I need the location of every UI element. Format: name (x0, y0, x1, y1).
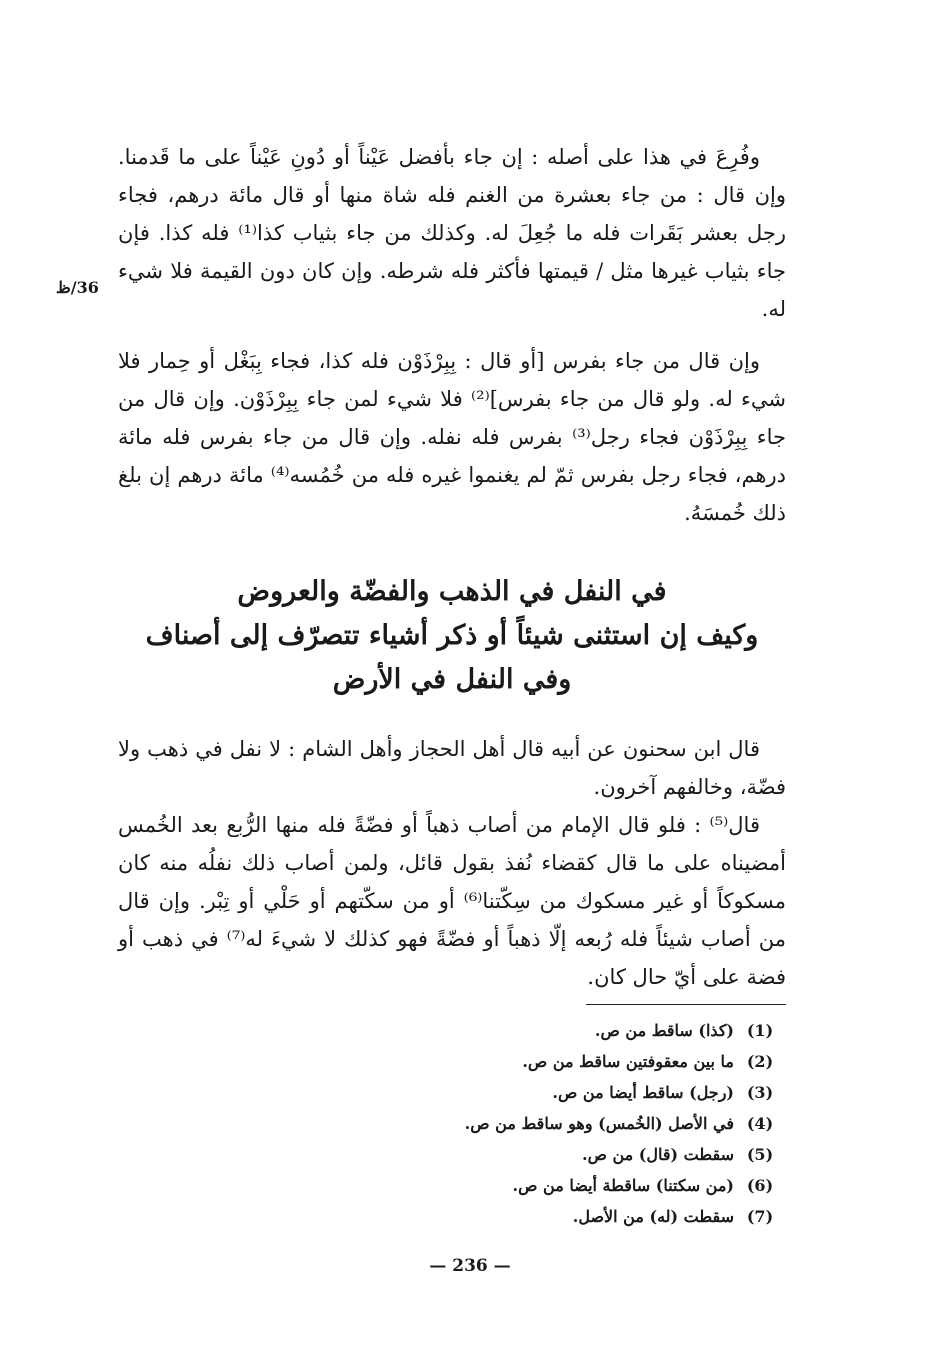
footnote (118, 1201, 786, 1232)
paragraph-3: قال ابن سحنون عن أبيه قال أهل الحجاز وأهل الشام : لا نفل في ذهب ولا فضّة، وخالفهم آخرون. (118, 737, 786, 799)
paragraph-4: قال⁽⁵⁾ : فلو قال الإمام من أصاب ذهباً أو فضّةً فله منها الرُّبع بعد الخُمس أمضيناه على ما قال كقضاء نُفذ بقول قائل، ولمن أصاب ذلك نفلُه منه كان مسكوكاً أو غير مسكوك من سِكّتنا⁽⁶⁾ أو من سكّتهم أو حَلْي أو تِبْر. وإن قال من أصاب شيئاً فله رُبعه إلّا ذهباً أو فضّةً فهو كذلك لا شيءَ له⁽⁷⁾ في ذهب أو فضة على أيّ حال كان. (118, 813, 787, 989)
footnote-number: (1) (746, 1021, 774, 1040)
footnote-text: سقطت (قال) من ص. (582, 1145, 734, 1164)
footnote-text: ما بين معقوفتين ساقط من ص. (522, 1052, 734, 1071)
heading-line-1: في النفل في الذهب والفضّة والعروض (237, 576, 667, 607)
footnote (118, 1108, 786, 1139)
section-heading (118, 570, 786, 702)
page-body (118, 138, 786, 1232)
footnote-divider (586, 1004, 786, 1005)
heading-line-3: وفي النفل في الأرض (332, 664, 572, 695)
footnote-text: (رجل) ساقط أيضا من ص. (552, 1083, 734, 1102)
footnotes (118, 1015, 786, 1232)
heading-line-2: وكيف إن استثنى شيئاً أو ذكر أشياء تتصرّف إلى أصناف (145, 620, 759, 651)
footnote-number: (5) (746, 1145, 774, 1164)
footnote-text: في الأصل (الخُمس) وهو ساقط من ص. (464, 1114, 734, 1133)
paragraph-2: وإن قال من جاء بفرس [أو قال : بِبِرْذَوْن فله كذا، فجاء بِبَغْل أو حِمار فلا شيء له. ولو قال من جاء بفرس]⁽²⁾ فلا شيء لمن جاء بِبِرْذَوْن. وإن قال من جاء بِبِرْذَوْن فجاء رجل⁽³⁾ بفرس فله نفله. وإن قال من جاء بفرس فله مائة درهم، فجاء رجل بفرس ثمّ لم يغنموا غيره فله من خُمُسه⁽⁴⁾ مائة درهم إن بلغ ذلك خُمسَهُ. (118, 349, 786, 525)
footnote (118, 1046, 786, 1077)
footnote-text: (من سكتنا) ساقطة أيضا من ص. (512, 1176, 734, 1195)
footnote-number: (6) (746, 1176, 774, 1195)
footnote-text: سقطت (له) من الأصل. (572, 1207, 734, 1226)
footnote (118, 1170, 786, 1201)
footnote-number: (7) (746, 1207, 774, 1226)
footnote-text: (كذا) ساقط من ص. (594, 1021, 734, 1040)
footnote-number: (4) (746, 1114, 774, 1133)
footnote (118, 1077, 786, 1108)
footnote-number: (3) (746, 1083, 774, 1102)
footnote (118, 1015, 786, 1046)
paragraph-1: وفُرِعَ في هذا على أصله : إن جاء بأفضل عَيْناً أو دُونِ عَيْناً على ما قَدمنا. وإن قال : من جاء بعشرة من الغنم فله شاة منها أو قال مائة درهم، فجاء رجل بعشر بَقَرات فله ما جُعِلَ له. وكذلك من جاء بثياب كذا⁽¹⁾ فله كذا. فإن جاء بثياب غيرها مثل / قيمتها فأكثر فله شرطه. وإن كان دون القيمة فلا شيء له. (118, 145, 786, 321)
page-number: — 236 — (429, 1256, 511, 1276)
footnote (118, 1139, 786, 1170)
margin-folio-note: 36/ظ (56, 278, 99, 297)
footnote-number: (2) (746, 1052, 774, 1071)
